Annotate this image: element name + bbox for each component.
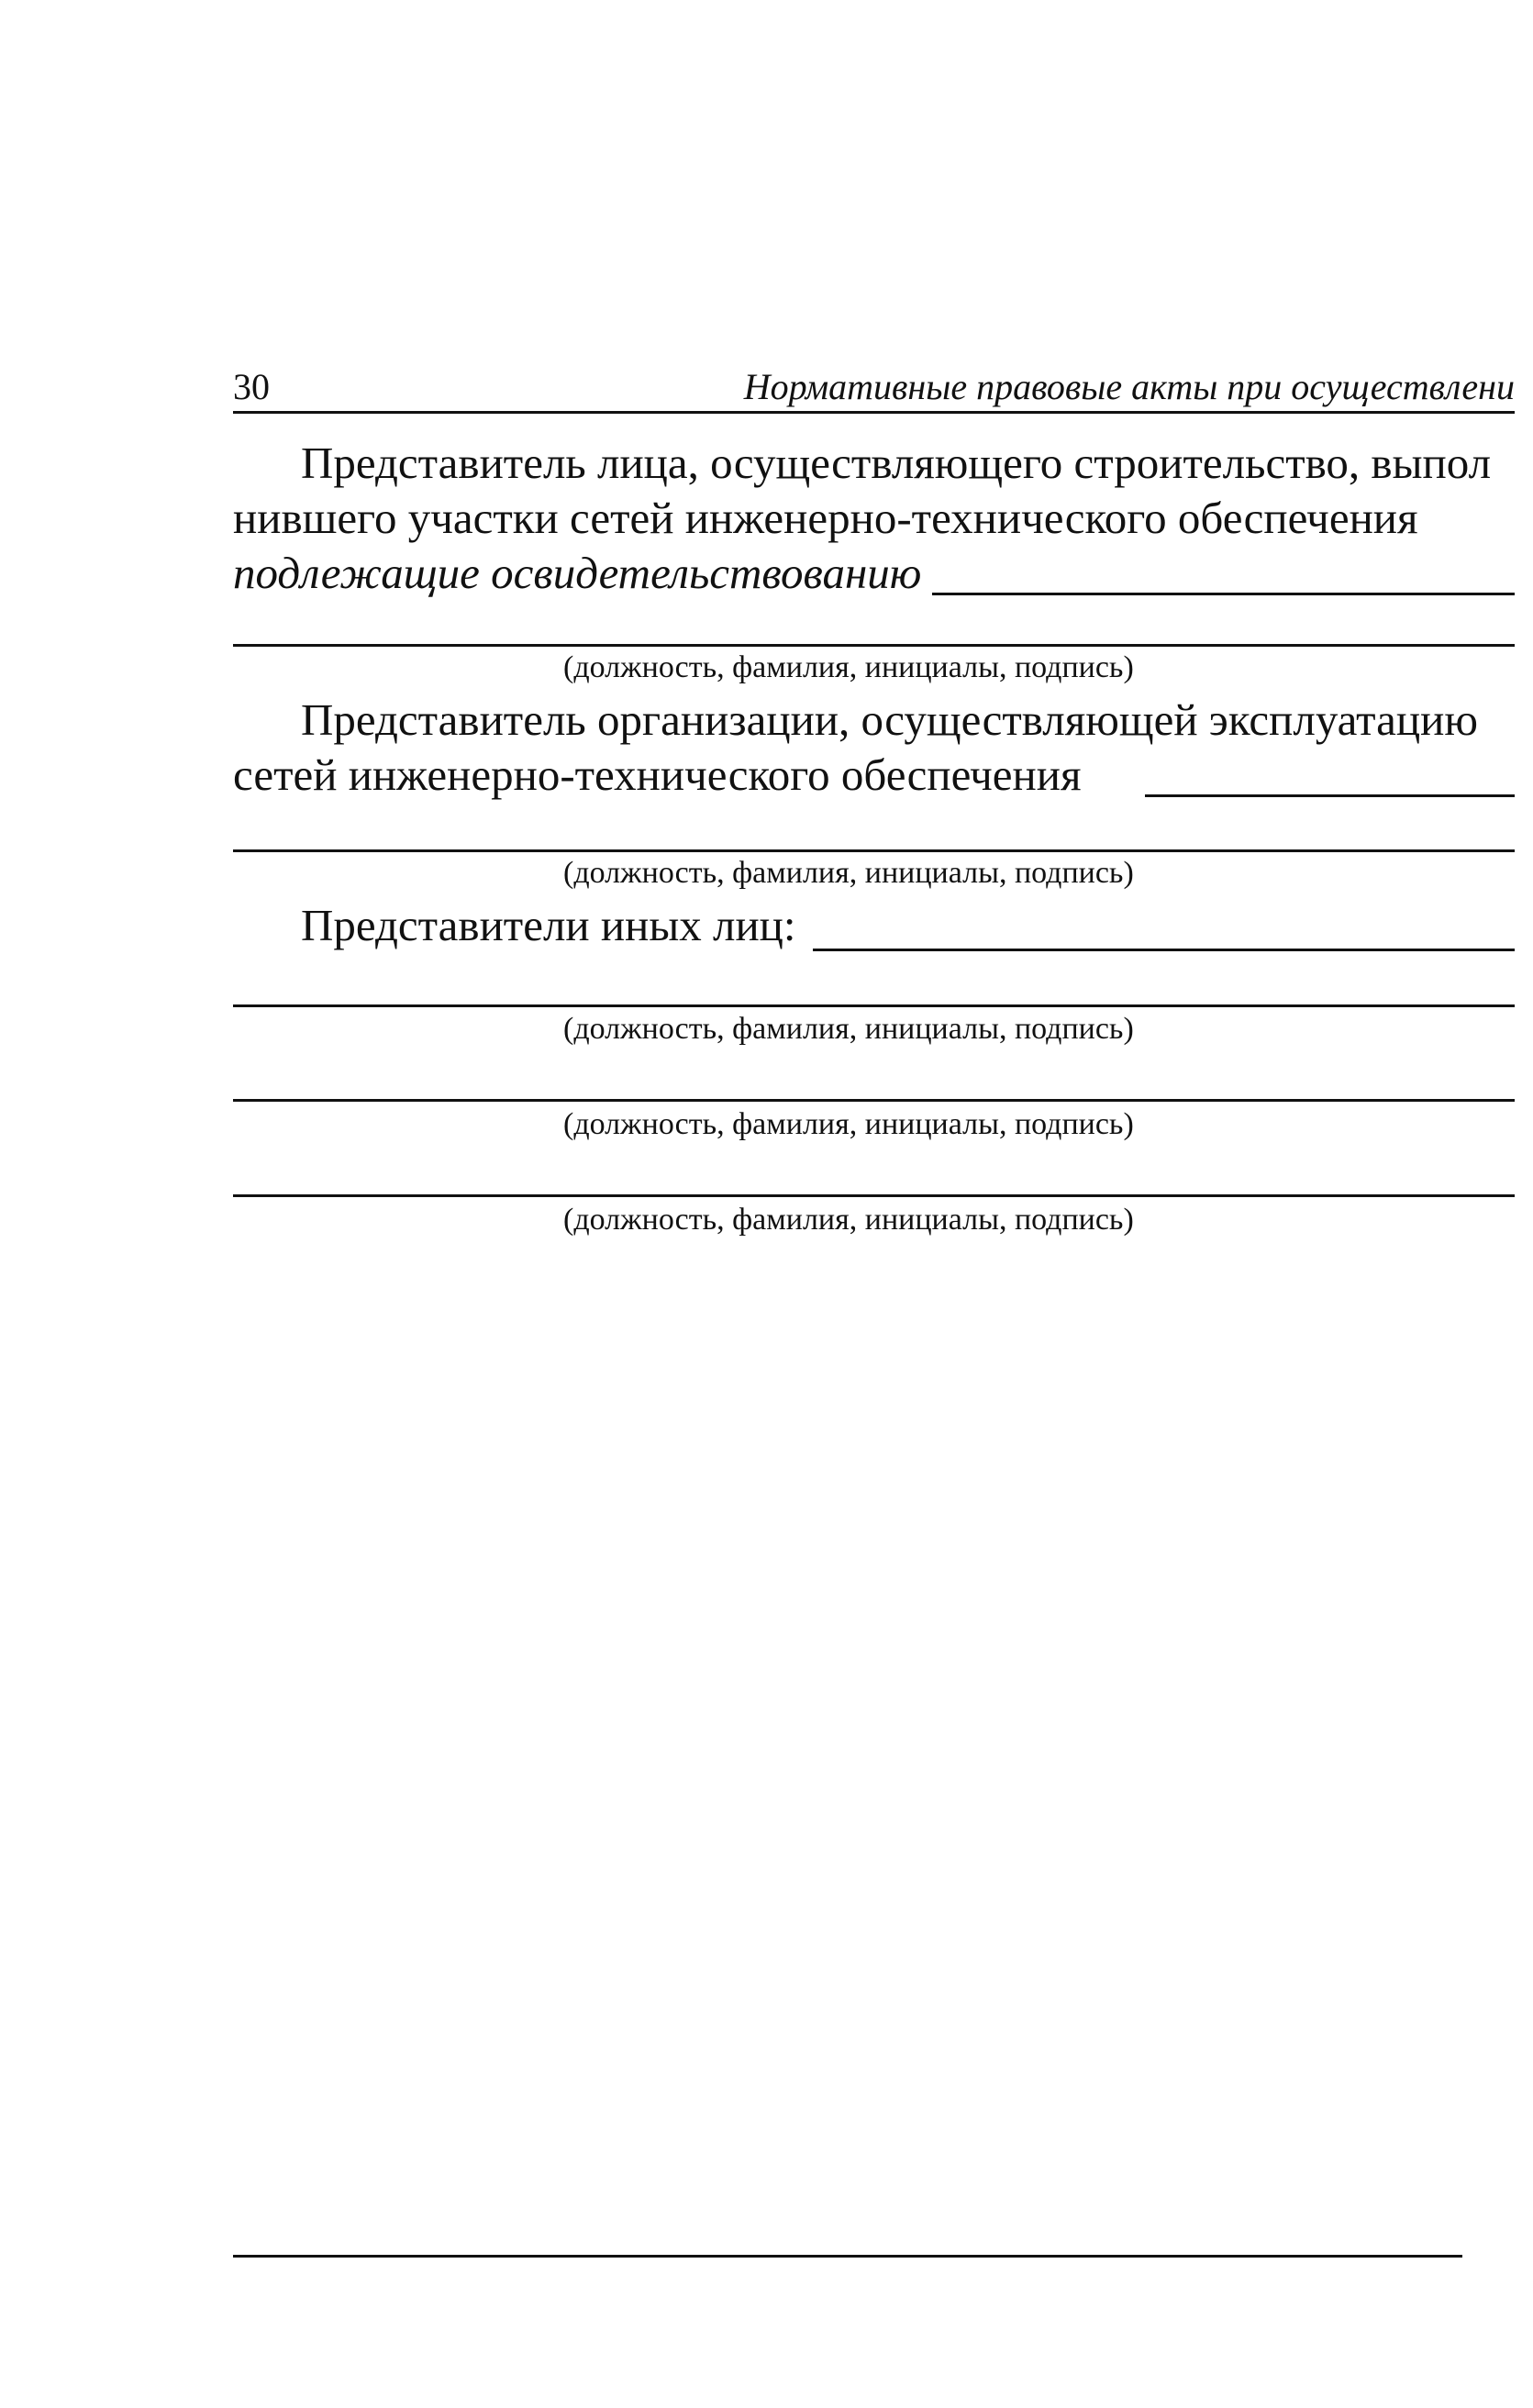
signature-line: [233, 1004, 1532, 1007]
block1-line3: подлежащие освидетельствованию: [233, 548, 922, 598]
footer-rule: [233, 2255, 1462, 2258]
signature-caption: (должность, фамилия, инициалы, подпись): [563, 650, 1134, 684]
signature-line: [233, 1099, 1532, 1102]
page-edge: [1515, 0, 1533, 2408]
block2-line1: Представитель организации, осуществляющей эксплуатацию: [301, 694, 1478, 745]
signature-line: [233, 644, 1532, 647]
page-number: 30: [233, 366, 270, 407]
running-head: Нормативные правовые акты при осуществлени: [743, 366, 1515, 407]
block1-line2: нившего участки сетей инженерно-технического обеспечения: [233, 493, 1418, 543]
block1-line1: Представитель лица, осуществляющего строительство, выпол: [301, 438, 1492, 488]
signature-line: [233, 849, 1532, 852]
signature-line: [233, 1194, 1532, 1197]
signature-caption: (должность, фамилия, инициалы, подпись): [563, 1107, 1134, 1141]
signature-caption: (должность, фамилия, инициалы, подпись): [563, 1012, 1134, 1046]
fill-line: [1145, 794, 1532, 797]
signature-caption: (должность, фамилия, инициалы, подпись): [563, 856, 1134, 890]
block2-line2: сетей инженерно-технического обеспечения: [233, 749, 1082, 800]
block3-line1: Представители иных лиц:: [301, 900, 796, 950]
fill-line: [813, 949, 1532, 951]
fill-line: [932, 593, 1532, 595]
signature-caption: (должность, фамилия, инициалы, подпись): [563, 1203, 1134, 1237]
header-rule: [233, 411, 1533, 414]
